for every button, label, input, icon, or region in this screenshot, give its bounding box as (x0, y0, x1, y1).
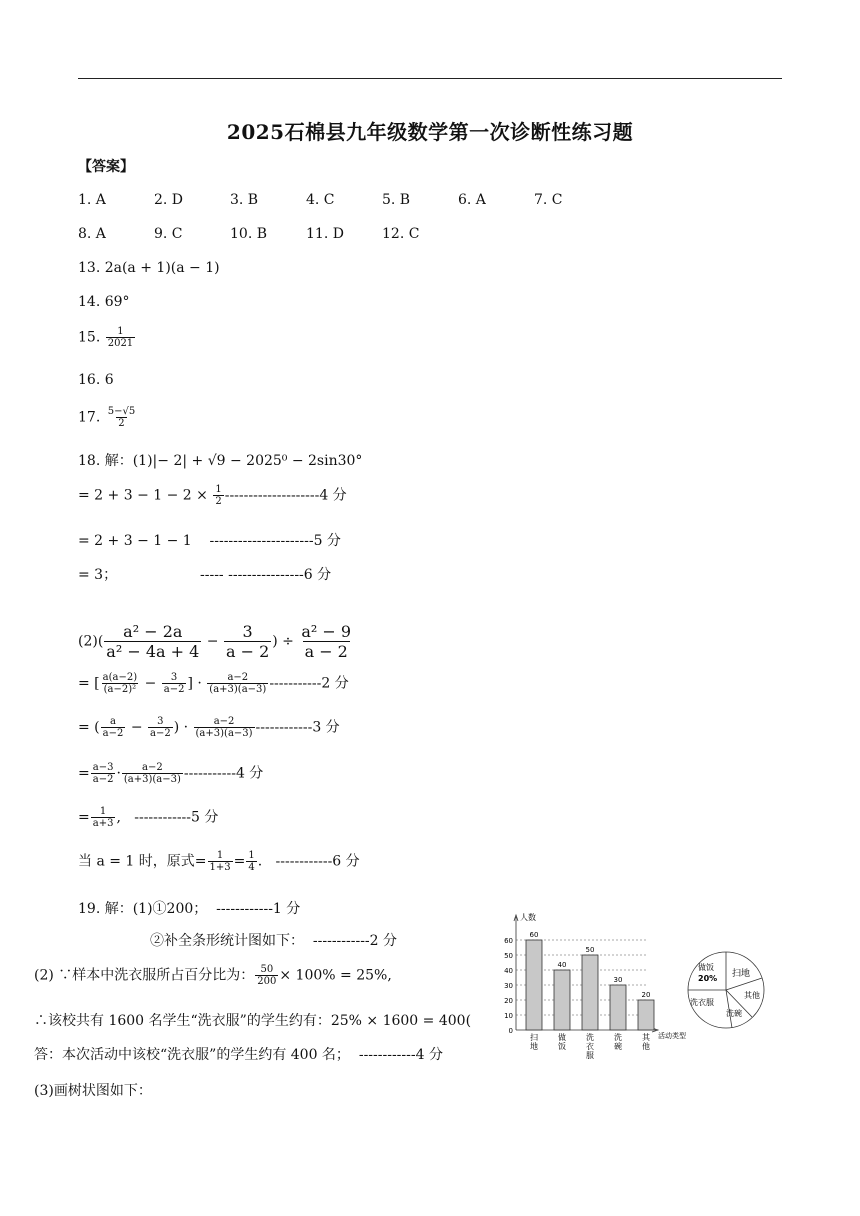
choice-answer: 5. B (382, 192, 411, 208)
q19-line-3: (2) ∵样本中洗衣服所占百分比为： $\frac{50}{200}$ × 100% = 25%, (34, 964, 392, 987)
category-label-char: 他 (642, 1042, 650, 1051)
choice-answer: 12. C (382, 226, 420, 242)
y-axis-label: 人数 (520, 913, 536, 922)
choice-answer: 2. D (154, 192, 184, 208)
choice-answer: 7. C (534, 192, 563, 208)
q18-line-4-expr: = 3； (78, 567, 118, 583)
pie-label-other: 其他 (744, 991, 760, 1000)
y-tick-label: 10 (504, 1012, 513, 1020)
pie-label-cook: 做饭 (698, 963, 714, 972)
category-label (614, 1032, 622, 1051)
y-tick-label: 40 (504, 967, 513, 975)
answer-15: 15. $\frac{1}{2021}$ (78, 326, 134, 349)
q19-line-6: (3)画树状图如下： (34, 1083, 152, 1099)
q18-step-3: = $\frac{a-3}{a-2}$ · $\frac{a-2}{(a+3)(a-3)}$ -----------4 分 (78, 762, 264, 785)
bar (526, 940, 542, 1030)
y-tick-label: 30 (504, 982, 513, 990)
q18-step-4: = $\frac{1}{a+3}$ , ------------5 分 (78, 806, 219, 829)
q19-line-4: ∴该校共有 1600 名学生“洗衣服”的学生约有：25% × 1600 = 400( (34, 1013, 472, 1029)
bar (638, 1000, 654, 1030)
y-tick-label: 50 (504, 952, 513, 960)
bar-value-label: 60 (529, 931, 539, 939)
q19-line-1: 19. 解：(1)①200； ------------1 分 (78, 901, 301, 917)
category-label (642, 1032, 651, 1051)
q18-line-4-score: ----- ----------------6 分 (200, 567, 332, 583)
q19-line-2: ②补全条形统计图如下： ------------2 分 (150, 933, 398, 949)
pie-label-cook-pct: 20% (698, 974, 718, 983)
pie-label-laundry: 洗衣服 (690, 998, 714, 1007)
category-label (558, 1032, 566, 1051)
category-label-char: 做 (558, 1033, 566, 1042)
y-tick-label: 20 (504, 997, 513, 1005)
bar-value-label: 40 (557, 961, 567, 969)
bar-value-label: 30 (613, 976, 623, 984)
choice-answer: 6. A (458, 192, 486, 208)
category-label-char: 其 (642, 1033, 650, 1042)
q18-line-1: 18. 解：(1)|− 2| + √9 − 2025⁰ − 2sin30° (78, 453, 363, 469)
q18-line-3: = 2 + 3 − 1 − 1 ----------------------5 分 (78, 533, 341, 549)
category-label-char: 洗 (586, 1033, 594, 1042)
category-label-char: 衣 (586, 1042, 594, 1051)
choice-answer: 4. C (306, 192, 335, 208)
answer-14: 14. 69° (78, 294, 130, 310)
choice-answer: 8. A (78, 226, 106, 242)
category-label-char: 地 (530, 1042, 538, 1051)
category-label-char: 服 (586, 1051, 594, 1060)
y-tick-label: 0 (508, 1027, 513, 1035)
page-title: 2025石棉县九年级数学第一次诊断性练习题 (226, 120, 634, 144)
choice-answer: 3. B (230, 192, 259, 208)
answer-label: 【答案】 (78, 159, 134, 175)
bar (554, 970, 570, 1030)
q18-step-2: = ( $\frac{a}{a-2}$ − $\frac{3}{a-2}$ ) · $\frac{a-2}{(a+3)(a-3)}$ ------------3 分 (78, 716, 340, 739)
answer-17: 17. $\frac{5-√5}{2}$ (78, 406, 136, 429)
category-label-char: 饭 (558, 1042, 566, 1051)
category-label (530, 1032, 538, 1051)
bar-value-label: 20 (641, 991, 651, 999)
choice-answer: 10. B (230, 226, 268, 242)
pie-chart (682, 950, 772, 1030)
bar-chart (486, 910, 696, 1070)
category-label-char: 碗 (614, 1042, 622, 1051)
q19-line-5: 答：本次活动中该校“洗衣服”的学生约有 400 名； ------------4 分 (34, 1047, 443, 1063)
q18-part-2: (2)( $\frac{\text{a² − 2a}}{\text{a² − 4a + 4}}$ − $\frac{3}{a - 2}$ ) ÷ $\frac{\text{a² − 9}}{a - 2}$ (78, 622, 352, 661)
choice-answer: 9. C (154, 226, 183, 242)
category-label-char: 洗 (614, 1033, 622, 1042)
q18-step-5: 当 a = 1 时，原式= $\frac{1}{1+3}$ = $\frac{1}{4}$ . ------------6 分 (78, 850, 360, 873)
y-tick-label: 60 (504, 937, 513, 945)
choice-answer: 11. D (306, 226, 344, 242)
bar (582, 955, 598, 1030)
choice-answer: 1. A (78, 192, 106, 208)
category-label-char: 扫 (530, 1033, 538, 1042)
pie-label-sweep: 扫地 (732, 969, 751, 979)
x-axis-label: 活动类型 (658, 1032, 686, 1040)
pie-label-dishes: 洗碗 (726, 1009, 742, 1018)
bar (610, 985, 626, 1030)
category-label (586, 1032, 594, 1060)
answer-13: 13. 2a(a + 1)(a − 1) (78, 260, 220, 276)
answer-16: 16. 6 (78, 372, 114, 388)
header-rule (78, 78, 782, 79)
q18-line-2: = 2 + 3 − 1 − 2 × $\frac{1}{2}$ --------------------4 分 (78, 484, 347, 507)
bar-value-label: 50 (585, 946, 595, 954)
q18-step-1: = [ $\frac{a(a-2)}{\text{(a−2)²}}$ − $\frac{3}{a-2}$ ] · $\frac{a-2}{(a+3)(a-3)}$ -----------2 分 (78, 672, 349, 695)
